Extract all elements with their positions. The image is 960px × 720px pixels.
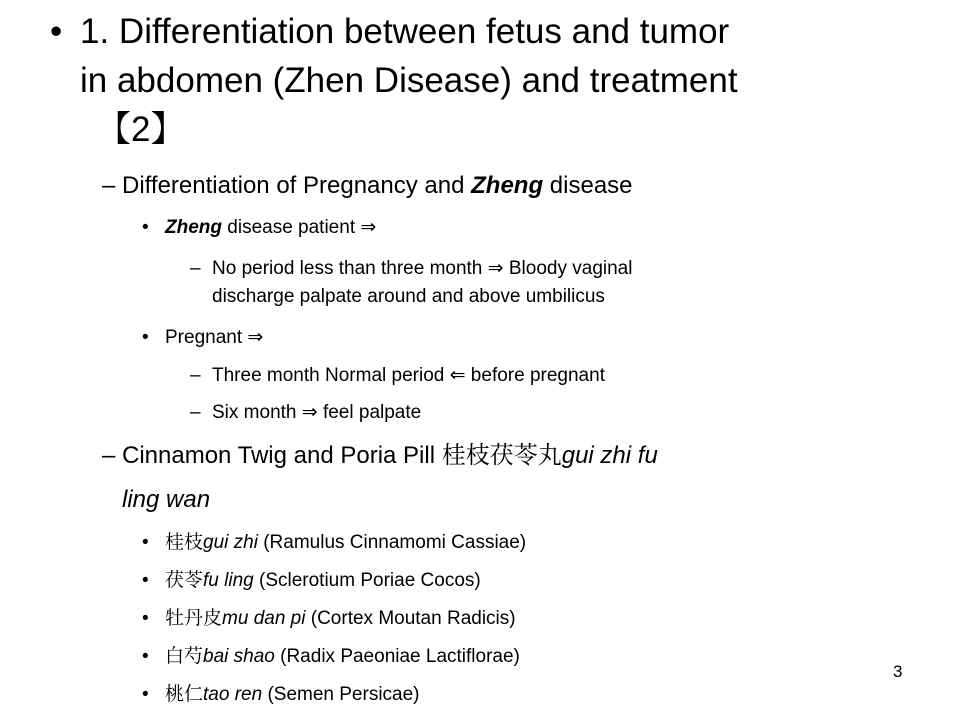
- item2-sub1-pre: Three month Normal period: [212, 365, 450, 386]
- ingredient-bullet: •: [142, 646, 149, 667]
- item1-bullet: •: [142, 217, 149, 238]
- section2-heading-pinyin: gui zhi fu: [561, 442, 658, 469]
- section1-heading-em: Zheng: [471, 172, 544, 199]
- item2-bullet: •: [142, 327, 149, 348]
- section2-heading-pre: Cinnamon Twig and Poria Pill 桂枝茯苓丸: [122, 442, 562, 469]
- item2-sub1-dash: –: [190, 365, 201, 386]
- item1-sub1-dash: –: [190, 258, 201, 279]
- ingredient-pinyin: mu dan pi: [222, 608, 306, 629]
- ingredient-bullet: •: [142, 608, 149, 629]
- item1-sub1-pre: No period less than three month: [212, 258, 488, 279]
- ingredient-latin: (Cortex Moutan Radicis): [305, 608, 516, 629]
- ingredient-chinese: 白芍: [165, 646, 204, 667]
- ingredient-pinyin: fu ling: [203, 570, 254, 591]
- item2-sub1-post: before pregnant: [465, 365, 605, 386]
- ingredient-chinese: 茯苓: [165, 570, 204, 591]
- item2-sub2: [212, 402, 421, 424]
- item2-sub2-post: feel palpate: [317, 402, 422, 423]
- item2-label: [165, 327, 263, 349]
- right-arrow-icon: ⇒: [301, 401, 318, 423]
- ingredient-latin: (Radix Paeoniae Lactiflorae): [274, 646, 520, 667]
- ingredient-item: [165, 532, 526, 554]
- section2-dash: –: [102, 442, 116, 469]
- section1-heading: [122, 172, 633, 200]
- item1-sub1-line2: discharge palpate around and above umbilicus: [212, 286, 605, 307]
- section1-heading-pre: Differentiation of Pregnancy and: [122, 172, 472, 199]
- ingredient-latin: (Semen Persicae): [262, 684, 420, 705]
- slide-title-line2: in abdomen (Zhen Disease) and treatment: [80, 61, 738, 100]
- ingredient-bullet: •: [142, 532, 149, 553]
- right-arrow-icon: ⇒: [487, 257, 504, 279]
- page-number: 3: [893, 662, 903, 681]
- slide-title-reference: 【2】: [96, 110, 186, 149]
- ingredient-chinese: 桃仁: [165, 684, 204, 705]
- item1-label-text: disease patient: [222, 217, 361, 238]
- item1-sub1: [212, 258, 632, 280]
- ingredient-item: [165, 646, 520, 668]
- ingredient-pinyin: bai shao: [203, 646, 275, 667]
- left-arrow-icon: ⇐: [449, 364, 466, 386]
- ingredient-pinyin: tao ren: [203, 684, 263, 705]
- ingredient-item: [165, 570, 481, 592]
- item1-label-em: Zheng: [165, 217, 222, 238]
- title-bullet: •: [50, 12, 63, 51]
- section2-heading-line2: [122, 486, 210, 514]
- ingredient-chinese: 牡丹皮: [165, 608, 223, 629]
- right-arrow-icon: ⇒: [360, 216, 377, 238]
- ingredient-bullet: •: [142, 570, 149, 591]
- item1-label: [165, 217, 376, 239]
- slide-title-line1: 1. Differentiation between fetus and tumor: [80, 12, 730, 51]
- right-arrow-icon: ⇒: [247, 326, 264, 348]
- section2-heading-pinyin-2: ling wan: [122, 486, 211, 513]
- ingredient-item: [165, 684, 420, 706]
- item2-sub2-dash: –: [190, 402, 201, 423]
- ingredient-bullet: •: [142, 684, 149, 705]
- item2-sub1: [212, 365, 605, 387]
- ingredient-latin: (Sclerotium Poriae Cocos): [253, 570, 481, 591]
- ingredient-item: [165, 608, 516, 630]
- item2-sub2-pre: Six month: [212, 402, 302, 423]
- ingredient-chinese: 桂枝: [165, 532, 204, 553]
- item2-label-text: Pregnant: [165, 327, 248, 348]
- section2-heading: [122, 442, 658, 470]
- ingredient-latin: (Ramulus Cinnamomi Cassiae): [257, 532, 527, 553]
- section1-dash: –: [102, 172, 116, 199]
- section1-heading-post: disease: [543, 172, 633, 199]
- item1-sub1-post: Bloody vaginal: [503, 258, 633, 279]
- ingredient-pinyin: gui zhi: [203, 532, 258, 553]
